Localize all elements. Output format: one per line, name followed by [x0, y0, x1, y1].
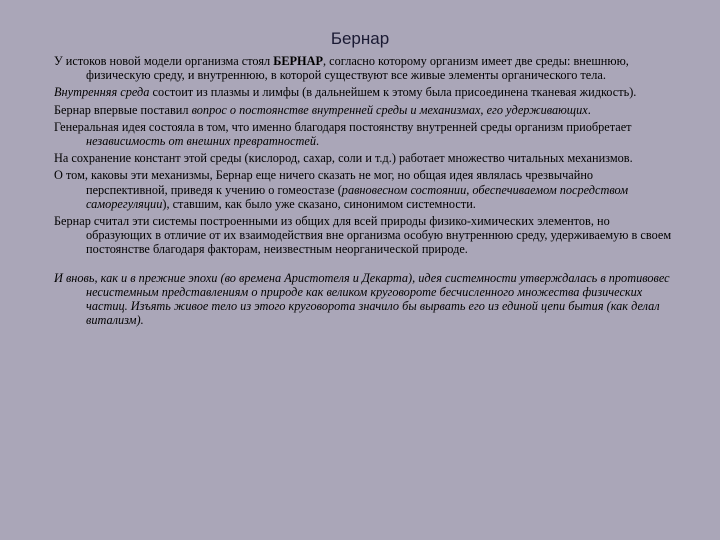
text-run: , согласно которому организм имеет две среды: внешнюю, физическую среду, и внутреннюю, в которой существуют все живые элементы органического тела. — [86, 54, 629, 83]
text-run: . — [315, 134, 320, 149]
bold-name: БЕРНАР — [273, 54, 324, 68]
text-run: Бернар считал эти системы построенными из общих для всей природы физико-химических элементов, но образующих в отличие от их взаимодействия вне организма особую внутреннюю среду, удерживаемую в своем постоянстве благодаря факторам, неизвестным неорганической природе. — [54, 214, 672, 257]
paragraph-general-idea — [54, 120, 672, 148]
paragraph-homeostasis — [54, 168, 672, 211]
text-run: И вновь, как и в прежние эпохи (во времена Аристотеля и Декарта), идея системности утверждалась в противовес несистемным представлениям о природе как великом круговороте бесчисленного множества физических частиц. Изъять живое тело из этого круговорота значило бы вырвать его из единой цепи бытия (как делал витализм). — [54, 270, 670, 328]
text-run: Бернар впервые поставил — [54, 102, 192, 117]
italic-phrase: равновесном состоянии, обеспечиваемом посредством саморегуляции — [86, 182, 629, 211]
text-run: На сохранение констант этой среды (кислород, сахар, соли и т.д.) работает множество читальных механизмов. — [54, 151, 633, 166]
text-run: состоит из плазмы и лимфы (в дальнейшем к этому была присоединена тканевая жидкость). — [149, 85, 637, 100]
italic-phrase: независимость от внешних превратностей — [86, 134, 316, 149]
italic-term: Внутренняя среда — [54, 85, 150, 100]
text-run: . — [587, 102, 591, 117]
paragraph-systems-built — [54, 214, 672, 257]
paragraph-systemness-again — [54, 271, 672, 328]
text-run: У истоков новой модели организма стоял — [54, 54, 274, 68]
paragraph-constancy-question — [54, 103, 672, 117]
italic-phrase: вопрос о постоянстве внутренней среды и механизмах, его удерживающих — [191, 102, 588, 117]
text-run: ), ставшим, как было уже сказано, синонимом системности. — [162, 196, 476, 211]
slide-title: Бернар — [330, 29, 390, 48]
paragraph-internal-medium — [54, 85, 672, 99]
slide-body — [54, 54, 672, 330]
paragraph-constants — [54, 151, 672, 165]
text-run: Генеральная идея состояла в том, что именно благодаря постоянству внутренней среды организм приобретает — [54, 119, 632, 134]
text-run: О том, каковы эти механизмы, Бернар еще ничего сказать не мог, но общая идея являлась чрезвычайно перспективной, приведя к учению о гомеостазе ( — [54, 168, 594, 197]
paragraph-bernard-two-media — [54, 54, 672, 82]
